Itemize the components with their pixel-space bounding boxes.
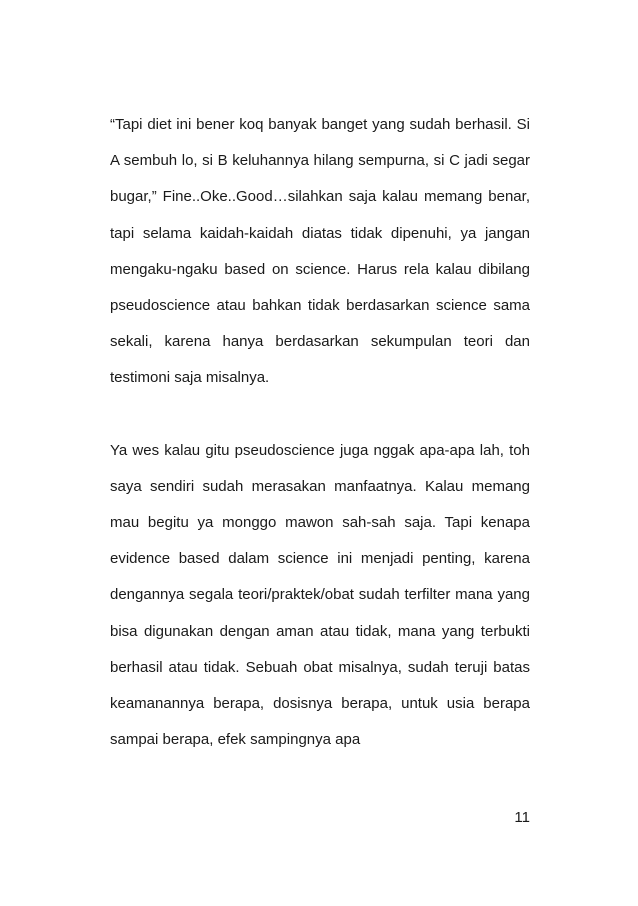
paragraph-1: “Tapi diet ini bener koq banyak banget yang sudah berhasil. Si A sembuh lo, si B keluhannya hilang sempurna, si C jadi segar bugar,” Fine..Oke..Good…silahkan saja kalau memang benar, tapi selama kaidah-kaidah diatas tidak dipenuhi, ya jangan mengaku-ngaku based on science. Harus rela kalau dibilang pseudoscience atau bahkan tidak berdasarkan science sama sekali, karena hanya berdasarkan sekumpulan teori dan testimoni saja misalnya. [110,116,530,387]
page-number: 11 [514,809,530,826]
paragraph-2: Ya wes kalau gitu pseudoscience juga nggak apa-apa lah, toh saya sendiri sudah merasakan manfaatnya. Kalau memang mau begitu ya monggo mawon sah-sah saja. Tapi kenapa evidence based dalam science ini menjadi penting, karena dengannya segala teori/praktek/obat sudah terfilter mana yang bisa digunakan dengan aman atau tidak, mana yang terbukti berhasil atau tidak. Sebuah obat misalnya, sudah teruji batas keamanannya berapa, dosisnya berapa, untuk usia berapa sampai berapa, efek sampingnya apa [110,441,530,749]
body-text [110,107,530,758]
